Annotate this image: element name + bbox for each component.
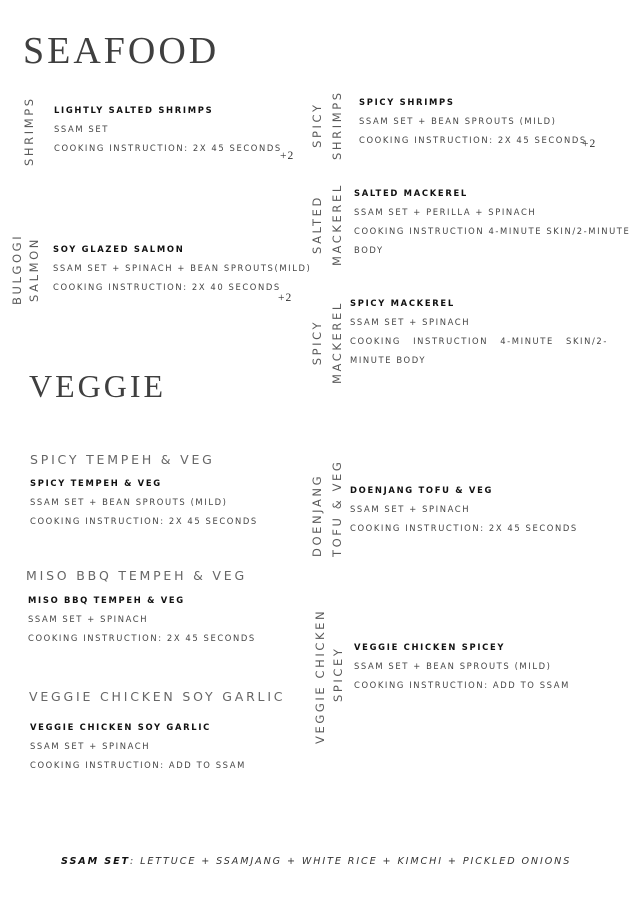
- menu-item-spicy-mackerel: [350, 294, 608, 370]
- menu-item-spicy-shrimps: [359, 93, 587, 150]
- footnote-label: SSAM SET: [61, 856, 130, 867]
- label-line: MACKEREL: [330, 183, 344, 266]
- label-line: SHRIMPS: [22, 96, 36, 166]
- price-addon: +2: [582, 138, 597, 150]
- item-name: LIGHTLY SALTED SHRIMPS: [54, 105, 214, 115]
- item-instruction: COOKING INSTRUCTION: 2X 40 SECONDS: [53, 282, 281, 292]
- price-addon: +2: [278, 292, 293, 304]
- item-instruction: COOKING INSTRUCTION 4-MINUTE SKIN/2-MINUTE: [354, 226, 631, 236]
- item-name: SPICY MACKEREL: [350, 298, 455, 308]
- item-set: SSAM SET + SPINACH: [350, 317, 471, 327]
- item-set: SSAM SET + BEAN SPROUTS (MILD): [354, 661, 552, 671]
- item-set: SSAM SET + BEAN SPROUTS (MILD): [359, 116, 557, 126]
- item-instruction: COOKING INSTRUCTION: ADD TO SSAM: [30, 760, 246, 770]
- veggie-heading-miso-bbq-tempeh: MISO BBQ TEMPEH & VEG: [26, 568, 247, 583]
- label-line: DOENJANG: [310, 473, 324, 557]
- item-set: SSAM SET: [54, 124, 109, 134]
- shrimps-vertical-label: [22, 96, 36, 166]
- item-instruction: COOKING INSTRUCTION: 2X 45 SECONDS: [30, 516, 258, 526]
- item-set: SSAM SET + SPINACH: [30, 741, 151, 751]
- menu-item-spicy-tempeh: [30, 474, 258, 531]
- item-name: VEGGIE CHICKEN SPICEY: [354, 642, 506, 652]
- item-name: SPICY SHRIMPS: [359, 97, 455, 107]
- spicy-shrimps-vertical-label: [310, 90, 344, 160]
- item-set: SSAM SET + SPINACH + BEAN SPROUTS(MILD): [53, 263, 312, 273]
- item-name: DOENJANG TOFU & VEG: [350, 485, 494, 495]
- label-line: SPICEY: [331, 646, 345, 702]
- footnote-text: : LETTUCE + SSAMJANG + WHITE RICE + KIMCHI + PICKLED ONIONS: [130, 856, 572, 867]
- price-addon: +2: [280, 150, 295, 162]
- bulgogi-salmon-vertical-label: [10, 234, 41, 305]
- label-line: SALMON: [27, 237, 41, 302]
- label-line: MACKEREL: [330, 301, 344, 384]
- menu-item-veggie-chicken-soy-garlic: [30, 718, 246, 775]
- item-set: SSAM SET + PERILLA + SPINACH: [354, 207, 537, 217]
- item-instruction: COOKING INSTRUCTION: ADD TO SSAM: [354, 680, 570, 690]
- spicy-mackerel-vertical-label: [310, 301, 344, 384]
- ssam-set-footnote: [61, 856, 571, 867]
- veggie-chicken-spicey-vertical-label: [313, 609, 345, 744]
- item-instruction: COOKING INSTRUCTION: 2X 45 SECONDS: [28, 633, 256, 643]
- item-name: SOY GLAZED SALMON: [53, 244, 185, 254]
- label-line: BULGOGI: [10, 233, 24, 305]
- label-line: SHRIMPS: [330, 90, 344, 160]
- item-set: SSAM SET + BEAN SPROUTS (MILD): [30, 497, 228, 507]
- item-name: MISO BBQ TEMPEH & VEG: [28, 595, 185, 605]
- item-name: SPICY TEMPEH & VEG: [30, 478, 162, 488]
- menu-item-lightly-salted-shrimps: [54, 101, 282, 158]
- veggie-title: VEGGIE: [29, 368, 167, 404]
- item-instruction: COOKING INSTRUCTION: 2X 45 SECONDS: [350, 523, 578, 533]
- item-set: SSAM SET + SPINACH: [28, 614, 149, 624]
- item-name: SALTED MACKEREL: [354, 188, 468, 198]
- veggie-heading-spicy-tempeh: SPICY TEMPEH & VEG: [30, 452, 215, 467]
- item-instruction-cont: BODY: [354, 245, 384, 255]
- instruction-word: COOKING: [350, 336, 401, 346]
- label-line: VEGGIE CHICKEN: [313, 608, 327, 744]
- salted-mackerel-vertical-label: [310, 183, 344, 266]
- veggie-heading-veggie-chicken-soy-garlic: VEGGIE CHICKEN SOY GARLIC: [29, 689, 286, 704]
- menu-item-veggie-chicken-spicey: [354, 638, 570, 695]
- label-line: SALTED: [310, 195, 324, 255]
- item-name: VEGGIE CHICKEN SOY GARLIC: [30, 722, 211, 732]
- label-line: SPICY: [310, 319, 324, 366]
- menu-item-salted-mackerel: [354, 184, 630, 260]
- menu-item-miso-bbq-tempeh: [28, 591, 256, 648]
- menu-item-doenjang-tofu: [350, 481, 578, 538]
- item-instruction: COOKING INSTRUCTION: 2X 45 SECONDS: [359, 135, 587, 145]
- instruction-word: 4-MINUTE: [500, 336, 554, 346]
- item-instruction: COOKING INSTRUCTION: 2X 45 SECONDS: [54, 143, 282, 153]
- menu-item-soy-glazed-salmon: [53, 240, 311, 297]
- doenjang-tofu-vertical-label: [310, 460, 344, 557]
- instruction-word: SKIN/2-: [566, 336, 608, 346]
- item-instruction-cont: MINUTE BODY: [350, 355, 427, 365]
- item-instruction: [350, 332, 608, 351]
- item-set: SSAM SET + SPINACH: [350, 504, 471, 514]
- seafood-title: SEAFOOD: [23, 30, 220, 72]
- label-line: SPICY: [310, 102, 324, 148]
- label-line: TOFU & VEG: [330, 459, 344, 557]
- instruction-word: INSTRUCTION: [413, 336, 489, 346]
